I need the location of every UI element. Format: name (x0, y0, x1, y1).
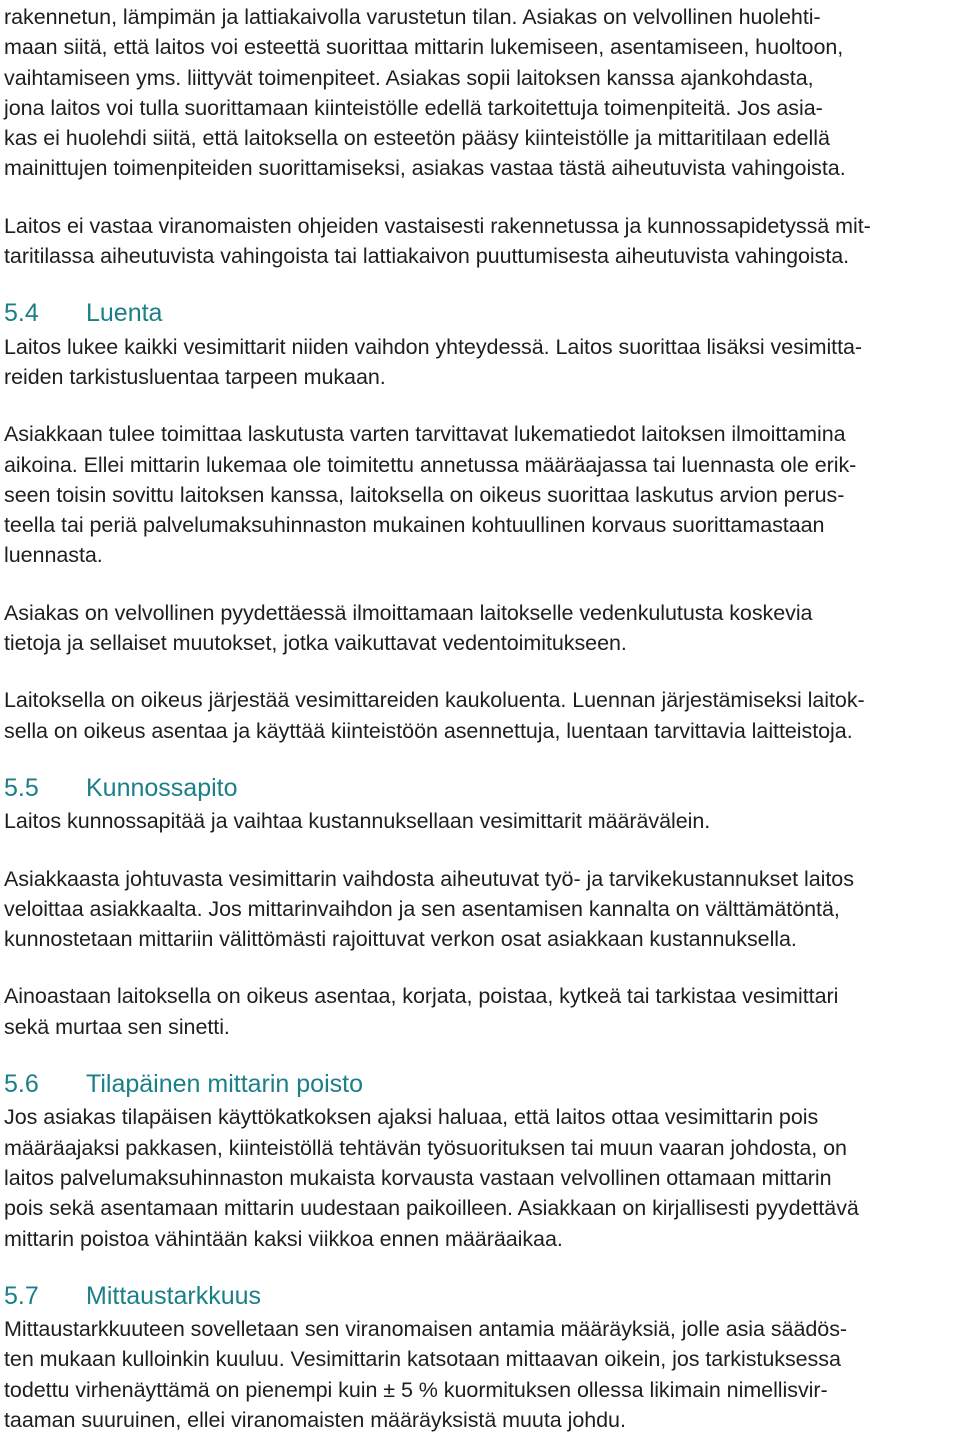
text-line: seen toisin sovittu laitoksen kanssa, laitoksella on oikeus suorittaa laskutus arvion perus- (4, 482, 845, 507)
text-line: mittarin poistoa vähintään kaksi viikkoa ennen määräaikaa. (4, 1226, 563, 1251)
text-line: luennasta. (4, 543, 103, 568)
paragraph-5-7-1 (4, 1314, 956, 1435)
text-line: Laitos kunnossapitää ja vaihtaa kustannuksellaan vesimittarit määrävälein. (4, 809, 711, 834)
text-line: todettu virhenäyttämä on pienempi kuin ± 5 % kuormituksen ollessa likimain nimellisvir- (4, 1377, 828, 1402)
section-title: Kunnossapito (86, 773, 238, 802)
text-line: Mittaustarkkuuteen sovelletaan sen viranomaisen antamia määräyksiä, jolle asia säädös- (4, 1317, 847, 1342)
paragraph-5-6-1 (4, 1102, 956, 1253)
text-line: veloittaa asiakkaalta. Jos mittarinvaihdon ja sen asentamisen kannalta on välttämätöntä, (4, 896, 840, 921)
text-line: määräajaksi pakkasen, kiinteistöllä tehtävän työsuorituksen tai muun vaaran johdosta, on (4, 1135, 847, 1160)
section-number: 5.4 (4, 299, 39, 328)
section-title: Tilapäinen mittarin poisto (86, 1070, 363, 1099)
paragraph-5-5-1 (4, 806, 956, 836)
section-heading-5-6 (4, 1069, 956, 1099)
section-title: Mittaustarkkuus (86, 1281, 262, 1310)
text-line: Laitoksella on oikeus järjestää vesimittareiden kaukoluenta. Luennan järjestämiseksi laitok- (4, 688, 865, 713)
section-heading-5-7 (4, 1281, 956, 1311)
text-line: Jos asiakas tilapäisen käyttökatkoksen ajaksi haluaa, että laitos ottaa vesimittarin pois (4, 1105, 819, 1130)
paragraph-5-4-4 (4, 685, 956, 746)
text-line: taaman suuruinen, ellei viranomaisten määräyksistä muuta johdu. (4, 1407, 626, 1432)
text-line: laitos palvelumaksuhinnaston mukaista korvausta vastaan velvollinen ottamaan mittarin (4, 1165, 832, 1190)
text-line: Asiakkaasta johtuvasta vesimittarin vaihdosta aiheutuvat työ- ja tarvikekustannukset laitos (4, 866, 854, 891)
text-line: ten mukaan kulloinkin kuuluu. Vesimittarin katsotaan mittaavan oikein, jos tarkistuksessa (4, 1347, 841, 1372)
section-number: 5.7 (4, 1281, 39, 1310)
document-page (4, 2, 956, 1435)
text-line: reiden tarkistusluentaa tarpeen mukaan. (4, 364, 386, 389)
text-line: pois sekä asentamaan mittarin uudestaan paikoilleen. Asiakkaan on kirjallisesti pyydettävä (4, 1196, 859, 1221)
text-line: Laitos lukee kaikki vesimittarit niiden vaihdon yhteydessä. Laitos suorittaa lisäksi vesimitta- (4, 334, 863, 359)
text-line: tietoja ja sellaiset muutokset, jotka vaikuttavat vedentoimitukseen. (4, 631, 627, 656)
text-line: Asiakas on velvollinen pyydettäessä ilmoittamaan laitokselle vedenkulutusta koskevia (4, 600, 813, 625)
text-line: kunnostetaan mittariin välittömästi rajoittuvat verkon osat asiakkaan kustannuksella. (4, 927, 797, 952)
text-line: kas ei huolehdi siitä, että laitoksella on esteetön pääsy kiinteistölle ja mittaritilaan edellä (4, 126, 830, 151)
text-line: vaihtamiseen yms. liittyvät toimenpiteet. Asiakas sopii laitoksen kanssa ajankohdasta, (4, 65, 814, 90)
text-line: sekä murtaa sen sinetti. (4, 1014, 230, 1039)
text-line: sella on oikeus asentaa ja käyttää kiinteistöön asennettuja, luentaan tarvittavia laitteistoja. (4, 718, 853, 743)
text-line: jona laitos voi tulla suorittamaan kiinteistölle edellä tarkoitettuja toimenpiteitä. Jos asia- (4, 95, 823, 120)
text-line: Asiakkaan tulee toimittaa laskutusta varten tarvittavat lukematiedot laitoksen ilmoittamina (4, 422, 846, 447)
intro-paragraph-1 (4, 2, 956, 184)
paragraph-5-5-3 (4, 981, 956, 1042)
text-line: taritilassa aiheutuvista vahingoista tai lattiakaivon puuttumisesta aiheutuvista vahingoista. (4, 244, 850, 269)
paragraph-5-4-3 (4, 598, 956, 659)
section-title: Luenta (86, 299, 163, 328)
section-number: 5.5 (4, 773, 39, 802)
text-line: mainittujen toimenpiteiden suorittamiseksi, asiakas vastaa tästä aiheutuvista vahingoista. (4, 156, 846, 181)
text-line: maan siitä, että laitos voi esteettä suorittaa mittarin lukemiseen, asentamiseen, huoltoon, (4, 35, 844, 60)
text-line: aikoina. Ellei mittarin lukemaa ole toimitettu annetussa määräajassa tai luennasta ole erik- (4, 452, 857, 477)
paragraph-5-4-1 (4, 332, 956, 393)
paragraph-5-4-2 (4, 419, 956, 570)
text-line: Ainoastaan laitoksella on oikeus asentaa, korjata, poistaa, kytkeä tai tarkistaa vesimittari (4, 984, 839, 1009)
section-heading-5-4 (4, 298, 956, 328)
intro-paragraph-2 (4, 211, 956, 272)
section-number: 5.6 (4, 1070, 39, 1099)
text-line: teella tai periä palvelumaksuhinnaston mukainen kohtuullinen korvaus suorittamastaan (4, 513, 825, 538)
text-line: rakennetun, lämpimän ja lattiakaivolla varustetun tilan. Asiakas on velvollinen huolehti- (4, 5, 821, 29)
text-line: Laitos ei vastaa viranomaisten ohjeiden vastaisesti rakennetussa ja kunnossapidetyssä mit- (4, 213, 871, 238)
section-heading-5-5 (4, 773, 956, 803)
paragraph-5-5-2 (4, 864, 956, 955)
